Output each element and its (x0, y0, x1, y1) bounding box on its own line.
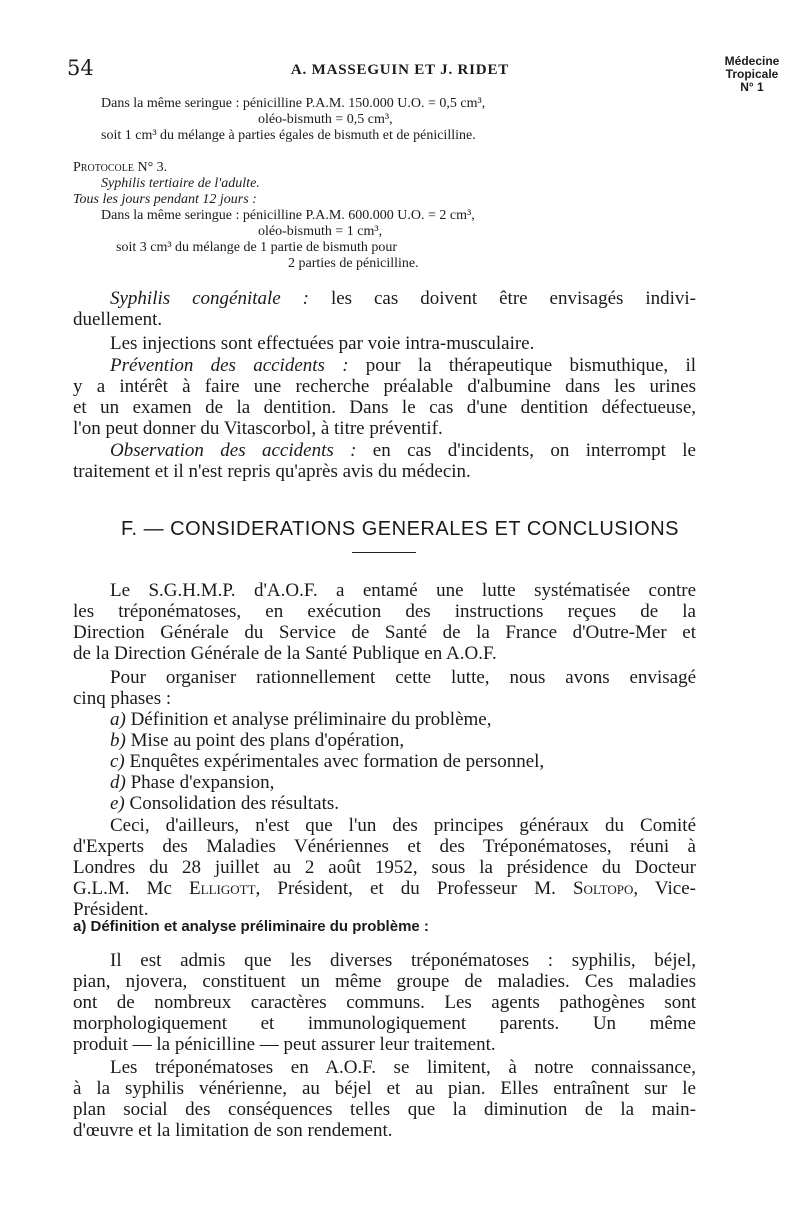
paragraph-line: l'on peut donner du Vitascorbol, à titre préventif. (73, 418, 443, 439)
subsection-heading: a) Définition et analyse préliminaire du problème : (73, 918, 429, 935)
paragraph-line: cinq phases : (73, 688, 172, 709)
paragraph-line: pian, njovera, constituent un même groupe de maladies. Ces maladies (73, 971, 696, 992)
paragraph-line: et un examen de la dentition. Dans le cas d'une dentition défectueuse, (73, 397, 696, 418)
dosage-line: Dans la même seringue : pénicilline P.A.M. 600.000 U.O. = 2 cm³, (101, 208, 475, 223)
page-number: 54 (67, 56, 94, 80)
phase-item: b) Mise au point des plans d'opération, (110, 730, 405, 751)
paragraph-line: Président. (73, 899, 149, 920)
dosage-line: soit 1 cm³ du mélange à parties égales de bismuth et de pénicilline. (101, 128, 476, 143)
protocol-schedule: Tous les jours pendant 12 jours : (73, 192, 257, 207)
paragraph-line: à la syphilis vénérienne, au béjel et au pian. Elles entraînent sur le (73, 1078, 696, 1099)
paragraph-line: les tréponématoses, en exécution des instructions reçues de la (73, 601, 696, 622)
paragraph-line: morphologiquement et immunologiquement parents. Un même (73, 1013, 696, 1034)
paragraph-line: Ceci, d'ailleurs, n'est que l'un des principes généraux du Comité (110, 815, 696, 836)
paragraph-line: Il est admis que les diverses tréponématoses : syphilis, béjel, (110, 950, 696, 971)
paragraph-line: G.L.M. Mc Elligott, Président, et du Professeur M. Soltopo, Vice- (73, 878, 696, 899)
paragraph-line: Londres du 28 juillet au 2 août 1952, sous la présidence du Docteur (73, 857, 696, 878)
paragraph-line: Direction Générale du Service de Santé de la France d'Outre-Mer et (73, 622, 696, 643)
journal-issue: N° 1 (740, 80, 764, 94)
paragraph-line: traitement et il n'est repris qu'après avis du médecin. (73, 461, 471, 482)
heading-rule (352, 552, 416, 553)
paragraph-line: Le S.G.H.M.P. d'A.O.F. a entamé une lutte systématisée contre (110, 580, 696, 601)
journal-tag (712, 55, 792, 94)
journal-name-1: Médecine (724, 54, 780, 68)
dosage-line: Dans la même seringue : pénicilline P.A.M. 150.000 U.O. = 0,5 cm³, (101, 96, 486, 111)
paragraph-line: duellement. (73, 309, 163, 330)
paragraph-line: de la Direction Générale de la Santé Publique en A.O.F. (73, 643, 497, 664)
paragraph-line: ont de nombreux caractères communs. Les agents pathogènes sont (73, 992, 696, 1013)
paragraph-line: produit — la pénicilline — peut assurer leur traitement. (73, 1034, 496, 1055)
phase-item: c) Enquêtes expérimentales avec formation de personnel, (110, 751, 545, 772)
phase-item: d) Phase d'expansion, (110, 772, 275, 793)
protocol-label: Protocole N° 3. (73, 160, 168, 175)
section-heading: F. — CONSIDERATIONS GENERALES ET CONCLUSIONS (120, 518, 680, 540)
paragraph-line: plan social des conséquences telles que la diminution de la main- (73, 1099, 696, 1120)
paragraph-line: Observation des accidents : en cas d'incidents, on interrompt le (110, 440, 696, 461)
paragraph-line: Les injections sont effectuées par voie intra-musculaire. (110, 333, 535, 354)
dosage-line: 2 parties de pénicilline. (288, 256, 419, 271)
paragraph-line: d'œuvre et la limitation de son rendement. (73, 1120, 393, 1141)
paragraph-line: y a intérêt à faire une recherche préalable d'albumine dans les urines (73, 376, 696, 397)
paragraph-line: Les tréponématoses en A.O.F. se limitent, à notre connaissance, (110, 1057, 696, 1078)
protocol-indication: Syphilis tertiaire de l'adulte. (101, 176, 260, 191)
phase-item: e) Consolidation des résultats. (110, 793, 340, 814)
dosage-line: oléo-bismuth = 1 cm³, (258, 224, 383, 239)
phase-item: a) Définition et analyse préliminaire du problème, (110, 709, 492, 730)
dosage-line: soit 3 cm³ du mélange de 1 partie de bismuth pour (116, 240, 398, 255)
paragraph-line: Prévention des accidents : pour la thérapeutique bismuthique, il (110, 355, 696, 376)
paragraph-line: Pour organiser rationnellement cette lutte, nous avons envisagé (110, 667, 696, 688)
paragraph-line: Syphilis congénitale : les cas doivent être envisagés indivi- (110, 288, 696, 309)
journal-name-2: Tropicale (725, 67, 779, 81)
dosage-line: oléo-bismuth = 0,5 cm³, (258, 112, 393, 127)
running-head: A. MASSEGUIN ET J. RIDET (290, 62, 510, 78)
paragraph-line: d'Experts des Maladies Vénériennes et des Tréponématoses, réuni à (73, 836, 696, 857)
